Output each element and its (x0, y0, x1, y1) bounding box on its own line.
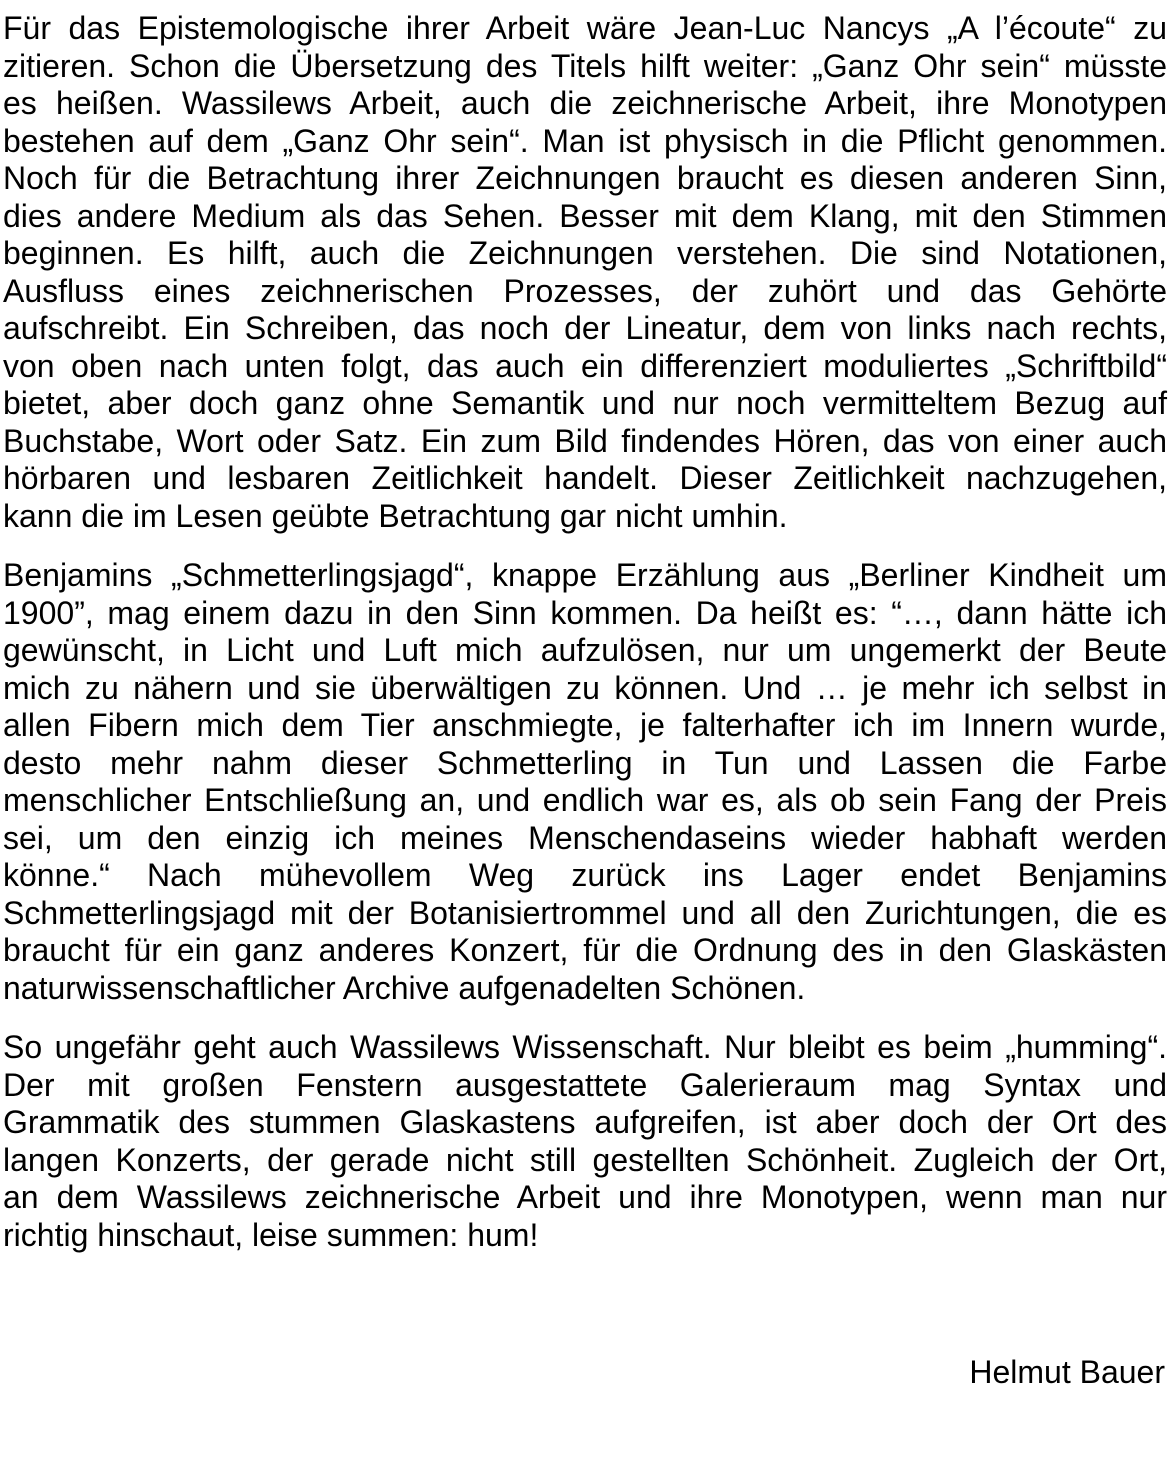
text-line: Grammatik des stummen Glaskastens aufgreifen, ist aber doch der Ort des (3, 1104, 1167, 1140)
text-line: aufschreibt. Ein Schreiben, das noch der Lineatur, dem von links nach rechts, (3, 310, 1167, 346)
text-line: Noch für die Betrachtung ihrer Zeichnungen braucht es diesen anderen Sinn, (3, 160, 1167, 196)
body-text (3, 10, 1167, 1254)
text-line: Der mit großen Fenstern ausgestattete Galerieraum mag Syntax und (3, 1066, 1167, 1103)
text-line: menschlicher Entschließung an, und endlich war es, als ob sein Fang der Preis (3, 782, 1167, 818)
text-line: 1900”, mag einem dazu in den Sinn kommen. Da heißt es: “…, dann hätte ich (3, 594, 1167, 631)
text-line: es heißen. Wassilews Arbeit, auch die zeichnerische Arbeit, ihre Monotypen (3, 85, 1167, 121)
text-line: könne.“ Nach mühevollem Weg zurück ins Lager endet Benjamins (3, 857, 1167, 893)
text-line: gewünscht, in Licht und Luft mich aufzulösen, nur um ungemerkt der Beute (3, 632, 1167, 668)
text-line: langen Konzerts, der gerade nicht still gestellten Schönheit. Zugleich der Ort, (3, 1141, 1167, 1178)
text-line: von oben nach unten folgt, das auch ein differenziert moduliertes „Schriftbild“ (3, 347, 1167, 384)
text-line: Für das Epistemologische ihrer Arbeit wäre Jean-Luc Nancys „A l’écoute“ zu (3, 10, 1167, 46)
text-line: mich zu nähern und sie überwältigen zu können. Und … je mehr ich selbst in (3, 669, 1167, 706)
paragraph (3, 10, 1167, 535)
text-line: naturwissenschaftlicher Archive aufgenadelten Schönen. (3, 969, 806, 1006)
text-line: Benjamins „Schmetterlingsjagd“, knappe Erzählung aus „Berliner Kindheit um (3, 557, 1167, 593)
text-line: sei, um den einzig ich meines Menschendaseins wieder habhaft werden (3, 819, 1167, 856)
author-signature: Helmut Bauer (969, 1354, 1165, 1390)
text-line: So ungefähr geht auch Wassilews Wissenschaft. Nur bleibt es beim „humming“. (3, 1029, 1167, 1065)
paragraph (3, 557, 1167, 1007)
text-line: an dem Wassilews zeichnerische Arbeit und ihre Monotypen, wenn man nur (3, 1179, 1167, 1215)
text-line: richtig hinschaut, leise summen: hum! (3, 1216, 539, 1253)
text-line: kann die im Lesen geübte Betrachtung gar nicht umhin. (3, 497, 788, 534)
text-line: beginnen. Es hilft, auch die Zeichnungen verstehen. Die sind Notationen, (3, 235, 1167, 271)
text-line: Ausfluss eines zeichnerischen Prozesses, der zuhört und das Gehörte (3, 272, 1167, 309)
text-line: braucht für ein ganz anderes Konzert, für die Ordnung des in den Glaskästen (3, 932, 1167, 968)
text-line: Schmetterlingsjagd mit der Botanisiertrommel und all den Zurichtungen, die es (3, 894, 1167, 931)
text-line: bietet, aber doch ganz ohne Semantik und nur noch vermitteltem Bezug auf (3, 385, 1167, 421)
paragraph (3, 1029, 1167, 1254)
text-line: Buchstabe, Wort oder Satz. Ein zum Bild findendes Hören, das von einer auch (3, 422, 1167, 459)
text-line: desto mehr nahm dieser Schmetterling in Tun und Lassen die Farbe (3, 744, 1167, 781)
text-line: hörbaren und lesbaren Zeitlichkeit handelt. Dieser Zeitlichkeit nachzugehen, (3, 460, 1167, 496)
text-line: dies andere Medium als das Sehen. Besser mit dem Klang, mit den Stimmen (3, 197, 1167, 234)
text-line: bestehen auf dem „Ganz Ohr sein“. Man ist physisch in die Pflicht genommen. (3, 122, 1167, 159)
text-line: zitieren. Schon die Übersetzung des Titels hilft weiter: „Ganz Ohr sein“ müsste (3, 47, 1167, 84)
text-line: allen Fibern mich dem Tier anschmiegte, je falterhafter ich im Innern wurde, (3, 707, 1167, 743)
